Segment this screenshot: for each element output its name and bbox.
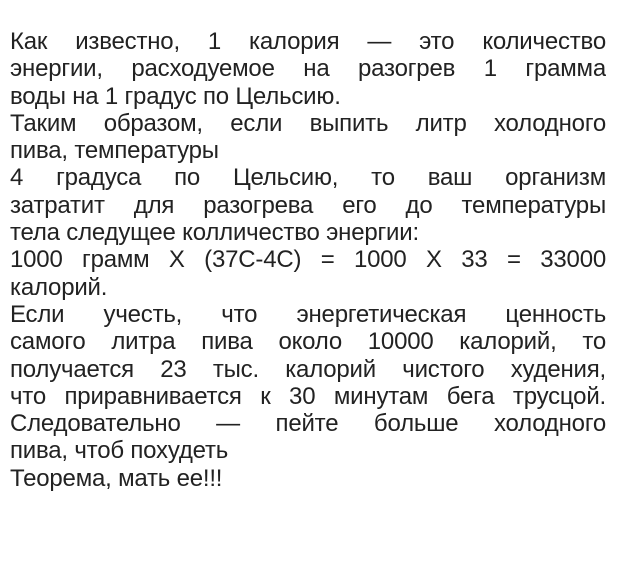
text-line-16: пива, чтоб похудеть — [10, 437, 229, 465]
text-line-6: 4 градуса по Цельсию, то ваш организм — [10, 164, 606, 192]
text-line-13: получается 23 тыс. калорий чистого худения, — [10, 355, 606, 383]
text-line-4: Таким образом, если выпить литр холодного — [10, 109, 606, 137]
text-line-8: тела следущее колличество энергии: — [10, 219, 419, 247]
text-line-2: энергии, расходуемое на разогрев 1 грамма — [10, 55, 606, 83]
text-line-15: Следовательно — пейте больше холодного — [10, 410, 606, 438]
text-line-5: пива, температуры — [10, 137, 219, 165]
text-line-12: самого литра пива около 10000 калорий, то — [10, 328, 606, 356]
text-line-17: Теорема, мать ее!!! — [10, 464, 223, 492]
article-text — [10, 28, 606, 492]
text-line-1: Как известно, 1 калория — это количество — [10, 28, 606, 55]
text-line-14: что приравнивается к 30 минутам бега трусцой. — [10, 382, 606, 410]
text-line-7: затратит для разогрева его до температуры — [10, 191, 606, 219]
text-line-3: воды на 1 градус по Цельсию. — [10, 82, 341, 110]
text-line-9: 1000 грамм Х (37С-4С) = 1000 Х 33 = 33000 — [10, 246, 606, 274]
text-line-11: Если учесть, что энергетическая ценность — [10, 300, 606, 328]
text-line-10: калорий. — [10, 273, 108, 301]
